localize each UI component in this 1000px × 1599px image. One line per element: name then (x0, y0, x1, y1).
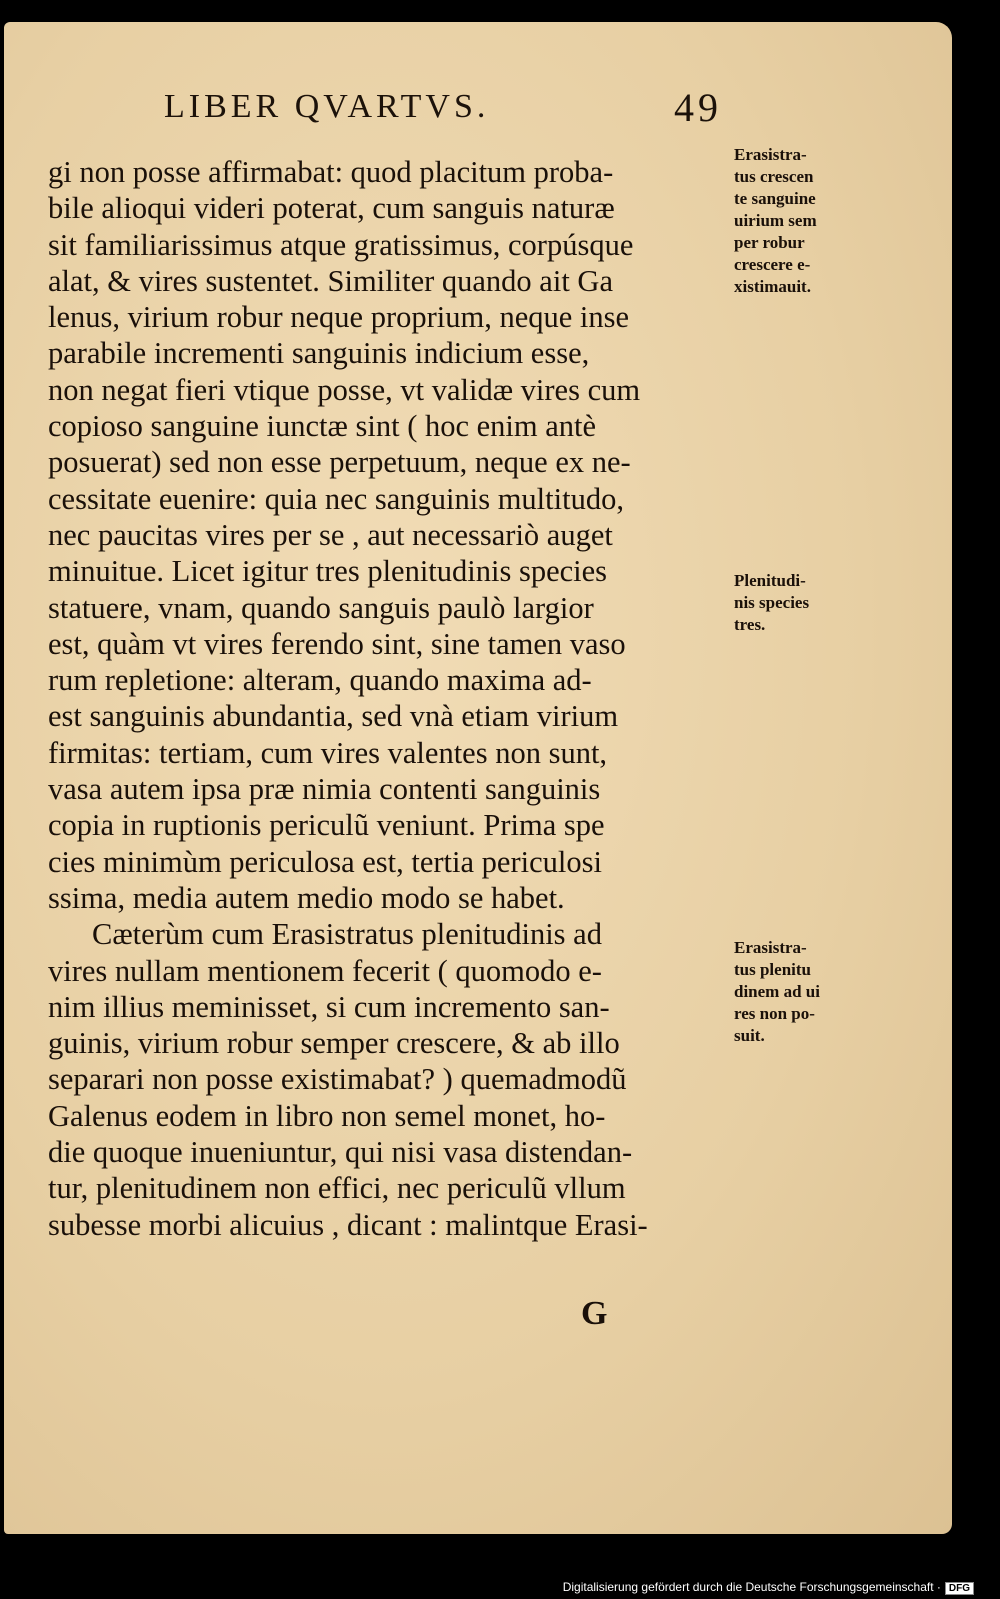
note-line: te sanguine (734, 189, 816, 208)
note-line: suit. (734, 1026, 765, 1045)
text-line: sit familiarissimus atque gratissimus, corpúsque (48, 227, 634, 262)
text-line: vasa autem ipsa præ nimia contenti sanguinis (48, 772, 601, 807)
text-line: bile alioqui videri poterat, cum sanguis naturæ (48, 191, 615, 226)
text-line: parabile incrementi sanguinis indicium esse, (48, 336, 590, 371)
catchword: G (581, 1295, 608, 1332)
digitization-credit (563, 1580, 974, 1595)
text-line: subesse morbi alicuius , dicant : malintque Erasi- (48, 1207, 648, 1242)
note-line: per robur (734, 233, 805, 252)
text-line: non negat fieri vtique posse, vt validæ vires cum (48, 372, 641, 407)
text-line: Galenus eodem in libro non semel monet, ho- (48, 1098, 606, 1133)
text-line: cies minimùm periculosa est, tertia periculosi (48, 844, 602, 879)
paragraph-start-line: Cæterùm cum Erasistratus plenitudinis ad (92, 917, 602, 952)
text-line: alat, & vires sustentet. Similiter quando ait Ga (48, 263, 613, 298)
note-line: Erasistra- (734, 145, 807, 164)
text-line: statuere, vnam, quando sanguis paulò largior (48, 590, 594, 625)
text-line: rum repletione: alteram, quando maxima ad- (48, 663, 592, 698)
note-line: tus crescen (734, 167, 814, 186)
book-page (4, 22, 952, 1534)
note-line: Plenitudi- (734, 571, 806, 590)
text-line: copioso sanguine iunctæ sint ( hoc enim antè (48, 409, 597, 444)
margin-note-plenitudo (734, 570, 869, 636)
note-line: res non po- (734, 1004, 815, 1023)
text-line: nim illius meminisset, si cum incremento san- (48, 989, 610, 1024)
note-line: nis species (734, 593, 810, 612)
note-line: tres. (734, 615, 766, 634)
note-line: tus plenitu (734, 960, 811, 979)
text-line: lenus, virium robur neque proprium, neque inse (48, 300, 630, 335)
note-line: Erasistra- (734, 938, 807, 957)
credit-text: Digitalisierung gefördert durch die Deutsche Forschungsgemeinschaft · (562, 1580, 941, 1594)
note-line: dinem ad ui (734, 982, 820, 1001)
running-header (164, 78, 724, 134)
text-line: gi non posse affirmabat: quod placitum proba- (48, 155, 614, 189)
page-number: 49 (674, 85, 722, 130)
text-line: posuerat) sed non esse perpetuum, neque ex ne- (48, 445, 631, 480)
text-line: est sanguinis abundantia, sed vnà etiam virium (48, 699, 619, 734)
text-line: ssima, media autem medio modo se habet. (48, 880, 565, 915)
text-line: vires nullam mentionem fecerit ( quomodo e- (48, 953, 602, 988)
text-line: copia in ruptionis periculũ veniunt. Prima spe (48, 808, 605, 843)
text-line: minuitue. Licet igitur tres plenitudinis species (48, 554, 608, 589)
note-line: uirium sem (734, 211, 817, 230)
margin-note-erasistratus-2 (734, 937, 869, 1047)
text-line: separari non posse existimabat? ) quemadmodũ (48, 1062, 627, 1097)
note-line: xistimauit. (734, 277, 811, 296)
margin-note-erasistratus-1 (734, 144, 869, 298)
text-line: cessitate euenire: quia nec sanguinis multitudo, (48, 481, 624, 516)
text-line: die quoque inueniuntur, qui nisi vasa distendan- (48, 1135, 633, 1170)
text-line: guinis, virium robur semper crescere, & ab illo (48, 1026, 620, 1061)
text-line: firmitas: tertiam, cum vires valentes non sunt, (48, 735, 608, 770)
dfg-logo: DFG (945, 1582, 974, 1595)
note-line: crescere e- (734, 255, 811, 274)
running-title: LIBER QVARTVS. (164, 88, 490, 125)
text-line: nec paucitas vires per se , aut necessariò auget (48, 517, 613, 552)
main-text (48, 154, 718, 1243)
text-line: est, quàm vt vires ferendo sint, sine tamen vaso (48, 626, 626, 661)
text-line: tur, plenitudinem non effici, nec periculũ vllum (48, 1171, 626, 1206)
